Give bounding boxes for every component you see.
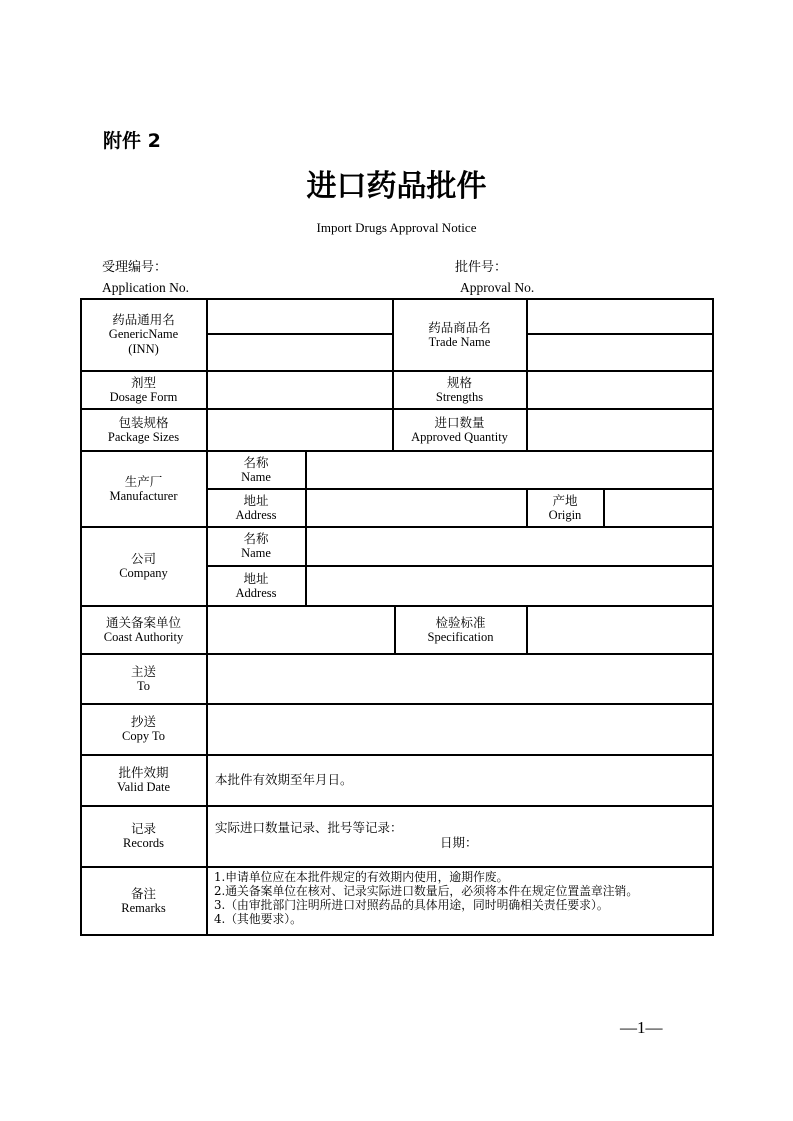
approval-no-label: 批件号： Approval No.: [455, 260, 535, 295]
remark-item: 1.申请单位应在本批件规定的有效期内使用，逾期作废。: [214, 870, 509, 884]
application-no-label: 受理编号： Application No.: [102, 260, 189, 295]
specification-label: 检验标准 Specification: [427, 614, 494, 644]
document-subtitle: Import Drugs Approval Notice: [316, 220, 477, 235]
remark-item: 2.通关备案单位在核对、记录实际进口数量后，必须将本件在规定位置盖章注销。: [214, 884, 639, 898]
dosage-form-label: 剂型 Dosage Form: [109, 374, 178, 404]
remarks-label: 备注 Remarks: [121, 885, 166, 915]
copy-to-label: 抄送 Copy To: [122, 714, 165, 743]
trade-name-label: 药品商品名 Trade Name: [428, 319, 491, 349]
company-address-label: 地址 Address: [235, 570, 277, 600]
page-number: —1—: [620, 1018, 663, 1037]
approved-quantity-label: 进口数量 Approved Quantity: [411, 414, 508, 444]
manufacturer-address-label: 地址 Address: [235, 492, 277, 522]
remark-item: 3.（由审批部门注明所进口对照药品的具体用途，同时明确相关责任要求）。: [214, 898, 609, 912]
company-name-label: 名称 Name: [241, 531, 271, 560]
document-title: 进口药品批件: [306, 169, 487, 204]
strengths-label: 规格 Strengths: [435, 374, 484, 404]
package-sizes-label: 包装规格 Package Sizes: [107, 414, 180, 444]
company-label: 公司 Company: [119, 551, 168, 580]
manufacturer-name-label: 名称 Name: [241, 454, 271, 484]
manufacturer-label: 生产厂 Manufacturer: [109, 473, 178, 503]
records-date-label: 日期：: [440, 835, 478, 850]
remark-item: 4.（其他要求）。: [214, 912, 302, 926]
origin-label: 产地 Origin: [548, 492, 582, 522]
coast-authority-label: 通关备案单位 Coast Authority: [103, 614, 184, 644]
to-label: 主送 To: [130, 663, 156, 693]
records-label: 记录 Records: [123, 821, 164, 850]
generic-name-label: 药品通用名 GenericName (INN): [108, 312, 179, 356]
valid-date-value: 本批件有效期至年月日。: [215, 772, 353, 787]
valid-date-label: 批件效期 Valid Date: [116, 765, 171, 794]
records-value: 实际进口数量记录、批号等记录：: [215, 820, 403, 835]
attachment-label: 附件 2: [103, 130, 161, 152]
